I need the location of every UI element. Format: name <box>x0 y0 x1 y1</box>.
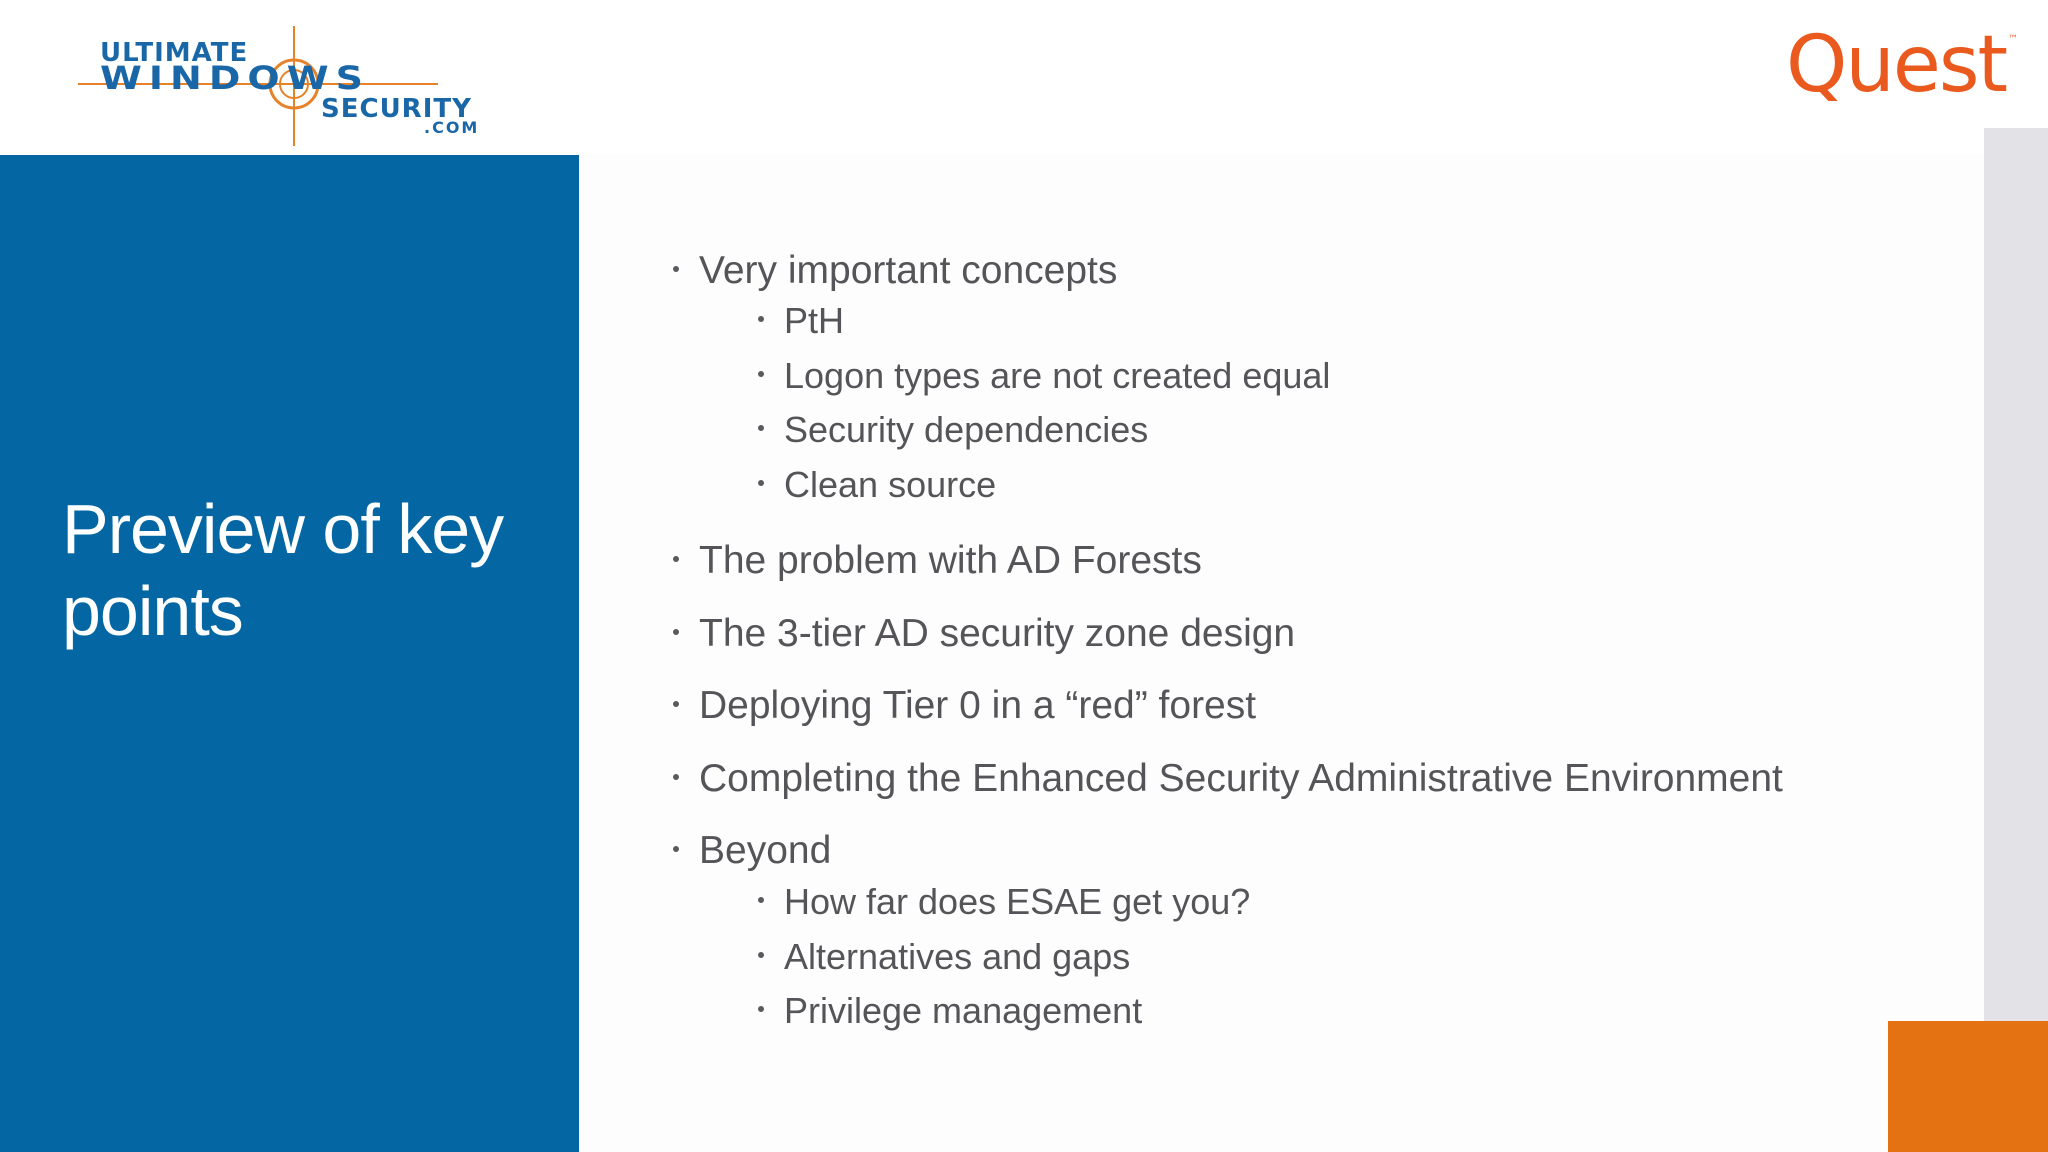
bullet-text: Very important concepts <box>699 249 1118 292</box>
bullet-item <box>699 246 1117 296</box>
sub-bullet-item <box>784 878 1250 926</box>
bullet-item <box>699 826 831 876</box>
bullet-text: How far does ESAE get you? <box>784 881 1251 922</box>
sub-bullet-item <box>784 987 1142 1035</box>
bullet-dot-icon <box>673 774 679 780</box>
bullet-item <box>699 754 1783 804</box>
slide-title: Preview of key points <box>62 490 504 650</box>
bullet-text: The 3-tier AD security zone design <box>699 612 1296 655</box>
bullet-dot-icon <box>673 629 679 635</box>
bullet-dot-icon <box>758 371 764 377</box>
quest-trademark: ™ <box>2008 34 2018 45</box>
bullet-text: The problem with AD Forests <box>699 539 1202 582</box>
bullet-dot-icon <box>673 266 679 272</box>
sub-bullet-item <box>784 352 1330 400</box>
bullet-text: PtH <box>784 300 845 341</box>
bullet-dot-icon <box>673 701 679 707</box>
bullet-item <box>699 681 1256 731</box>
logo-line-ultimate: ULTIMATE <box>100 38 249 68</box>
logo-line-security: SECURITY <box>321 94 472 124</box>
sub-bullet-item <box>784 406 1148 454</box>
bullet-dot-icon <box>758 425 764 431</box>
bullet-dot-icon <box>758 897 764 903</box>
sub-bullet-item <box>784 297 844 345</box>
logo-line-windows: WINDOWS <box>100 59 370 97</box>
bullet-text: Deploying Tier 0 in a “red” forest <box>699 684 1257 727</box>
orange-accent-block <box>1888 1021 2048 1152</box>
bullet-dot-icon <box>758 1006 764 1012</box>
bullet-dot-icon <box>758 316 764 322</box>
sub-bullet-item <box>784 933 1130 981</box>
logo-line-com: .COM <box>424 118 480 137</box>
bullet-text: Alternatives and gaps <box>784 936 1131 977</box>
bullet-item <box>699 536 1202 586</box>
bullet-dot-icon <box>758 480 764 486</box>
bullet-text: Privilege management <box>784 990 1143 1031</box>
sub-bullet-item <box>784 461 996 509</box>
bullet-text: Clean source <box>784 464 997 505</box>
quest-logo: Quest <box>1786 20 2007 110</box>
ultimate-windows-security-logo <box>78 22 498 150</box>
bullet-text: Security dependencies <box>784 409 1149 450</box>
bullet-item <box>699 609 1295 659</box>
title-panel <box>0 155 579 1152</box>
gray-accent-strip <box>1984 128 2048 1021</box>
bullet-dot-icon <box>673 846 679 852</box>
bullet-text: Logon types are not created equal <box>784 355 1331 396</box>
bullet-text: Completing the Enhanced Security Administrative Environment <box>699 757 1783 800</box>
bullet-text: Beyond <box>699 829 832 872</box>
bullet-dot-icon <box>758 952 764 958</box>
bullet-dot-icon <box>673 556 679 562</box>
